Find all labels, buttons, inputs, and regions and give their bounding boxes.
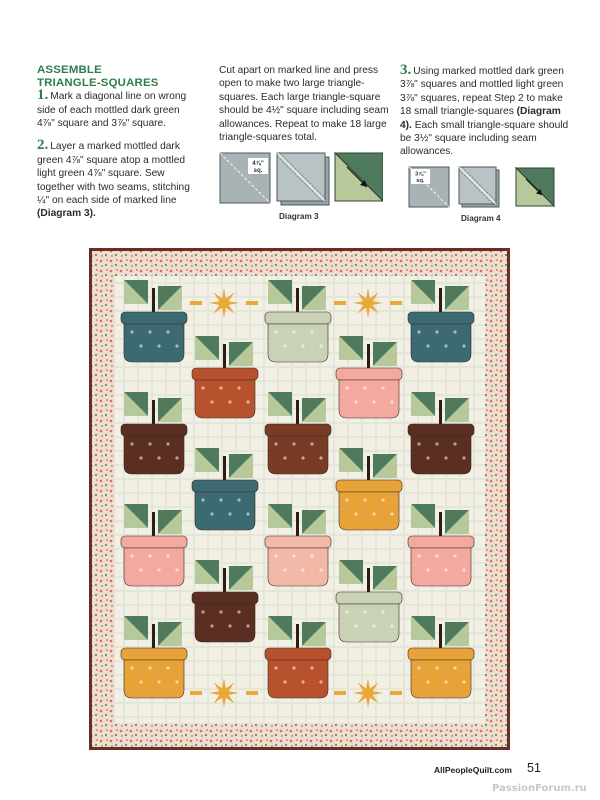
acorn-block <box>265 504 331 586</box>
acorn-block <box>336 560 402 642</box>
acorn-block <box>192 448 258 530</box>
diagram-4-size-label-2: sq. <box>416 178 425 184</box>
column-2 <box>219 64 389 153</box>
step-number: 2. <box>37 137 49 154</box>
heading-line-2: TRIANGLE-SQUARES <box>37 76 159 89</box>
acorn-block <box>265 392 331 474</box>
step-number: 1. <box>37 87 49 104</box>
diagram-4-size-label-1: 3⅞" <box>415 171 426 178</box>
step-text: Using marked mottled dark green 3⅞" squares and mottled light green 3⅞" squares, repeat Step 2 to make 18 small triangle-squares <box>400 66 564 118</box>
diagram-3-illustration <box>219 152 383 206</box>
diagram-3-size-label-2: sq. <box>253 167 263 174</box>
acorn-block <box>121 280 187 362</box>
acorn-quilt-photo <box>89 248 510 750</box>
watermark: PassionForum.ru <box>492 783 587 794</box>
acorn-block <box>336 336 402 418</box>
diagram-3-label: Diagram 3 <box>279 212 319 221</box>
page-number: 51 <box>527 761 541 775</box>
acorn-block <box>192 336 258 418</box>
acorn-block <box>336 448 402 530</box>
acorn-block <box>265 280 331 362</box>
diagram-4-illustration <box>408 166 556 208</box>
acorn-block <box>408 280 474 362</box>
step-text: Layer a marked mottled dark green 4⅞" square atop a mottled light green 4⅞" square. Sew together with two seams, stitching ¼" on each side of marked line <box>37 141 190 207</box>
acorn-block <box>408 504 474 586</box>
acorn-block <box>265 616 331 698</box>
acorn-block <box>121 616 187 698</box>
step-1 <box>37 89 197 130</box>
step-2 <box>37 139 197 220</box>
step-3 <box>400 64 570 159</box>
heading-line-1: ASSEMBLE <box>37 64 102 76</box>
column-3 <box>400 64 570 168</box>
step-text: Cut apart on marked line and press open to make two large triangle-squares. Each large triangle-square should be 4½" square including seam allowances. Repeat to make 18 large triangle-squares total. <box>219 65 389 144</box>
acorn-block <box>408 392 474 474</box>
step-2-continued <box>219 64 389 144</box>
acorn-block <box>192 560 258 642</box>
acorn-block <box>121 504 187 586</box>
footer-site: AllPeopleQuilt.com <box>434 765 512 775</box>
diagram-ref: (Diagram 4). <box>400 106 561 131</box>
step-number: 3. <box>400 62 412 78</box>
section-heading <box>37 64 197 89</box>
column-1 <box>37 64 197 230</box>
diagram-ref: (Diagram 3). <box>37 208 96 220</box>
step-text: Mark a diagonal line on wrong side of each mottled dark green 4⅞" square and 3⅞" square. <box>37 91 187 129</box>
step-text-2: Each small triangle-square should be 3½" square including seam allowances. <box>400 119 569 158</box>
diagram-3-size-label-1: 4⅞" <box>252 160 264 167</box>
acorn-block <box>408 616 474 698</box>
acorn-block <box>121 392 187 474</box>
diagram-4-label: Diagram 4 <box>461 214 501 223</box>
